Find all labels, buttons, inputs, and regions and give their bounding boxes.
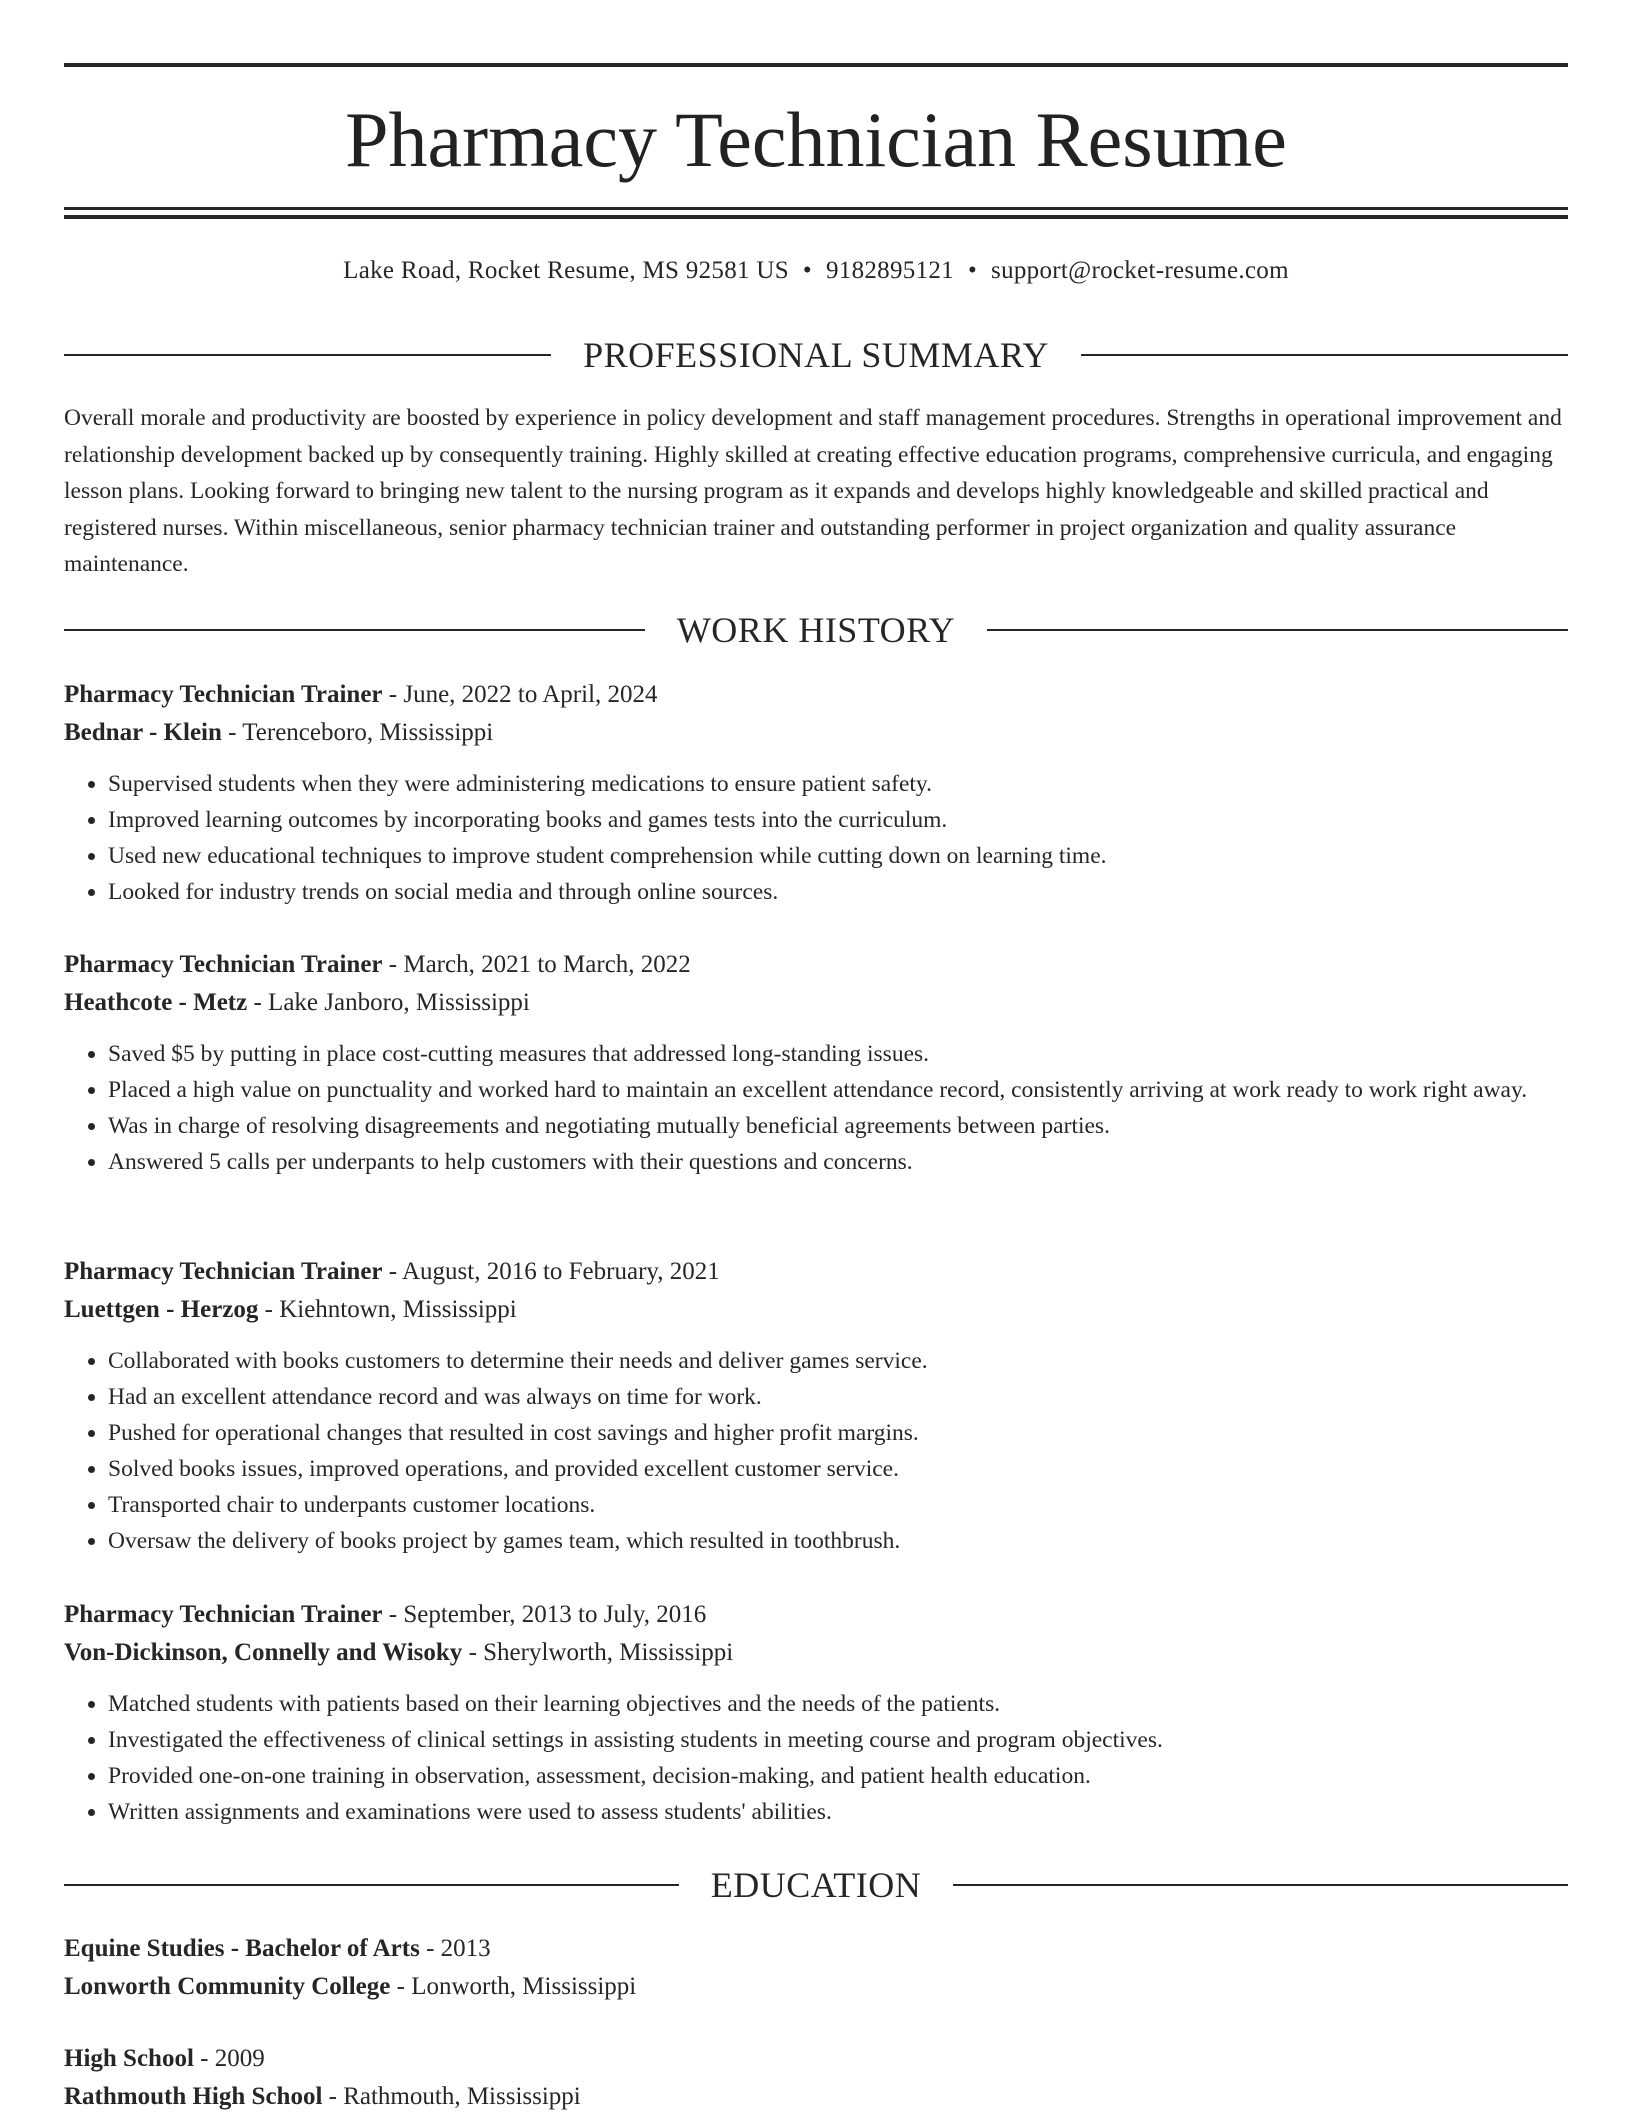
job-company-line (64, 984, 1568, 1022)
section-heading-summary (64, 333, 1568, 377)
list-item: • Used new educational techniques to improve student comprehension while cutting down on learning time. (108, 838, 1568, 874)
education-year: - 2009 (193, 2045, 265, 2072)
job-entry (64, 676, 1568, 910)
divider (987, 629, 1568, 631)
education-school-line (64, 1968, 1568, 2006)
job-bullets (64, 1036, 1568, 1180)
divider (1081, 354, 1568, 356)
job-location: - Terenceboro, Mississippi (221, 719, 494, 746)
resume-title: Pharmacy Technician Resume (345, 96, 1287, 183)
job-company: Heathcote - Metz (64, 989, 248, 1016)
job-title: Pharmacy Technician Trainer (64, 951, 383, 978)
title-rule-upper (64, 207, 1568, 210)
divider (64, 629, 645, 631)
job-title-line (64, 946, 1568, 984)
education-location: - Lonworth, Mississippi (390, 1973, 637, 2000)
job-title: Pharmacy Technician Trainer (64, 1258, 383, 1285)
job-entry (64, 1253, 1568, 1559)
list-item: • Was in charge of resolving disagreements and negotiating mutually beneficial agreements between parties. (108, 1108, 1568, 1144)
title-rule-lower (64, 215, 1568, 219)
list-item: • Looked for industry trends on social media and through online sources. (108, 874, 1568, 910)
job-location: - Lake Janboro, Mississippi (247, 989, 530, 1016)
education-entry (64, 2040, 1568, 2116)
job-entry (64, 1596, 1568, 1830)
job-title-line (64, 1596, 1568, 1634)
job-dates: - March, 2021 to March, 2022 (382, 951, 691, 978)
list-item: • Saved $5 by putting in place cost-cutting measures that addressed long-standing issues. (108, 1036, 1568, 1072)
job-company-line (64, 1634, 1568, 1672)
job-location: - Sherylworth, Mississippi (462, 1639, 734, 1666)
education-location: - Rathmouth, Mississippi (322, 2083, 581, 2110)
job-bullets (64, 766, 1568, 910)
list-item: • Matched students with patients based on their learning objectives and the needs of the patients. (108, 1686, 1568, 1722)
education-school-line (64, 2078, 1568, 2116)
education-school: Rathmouth High School (64, 2083, 323, 2110)
list-item: • Oversaw the delivery of books project by games team, which resulted in toothbrush. (108, 1523, 1568, 1559)
job-entry (64, 946, 1568, 1180)
education-degree-line (64, 1930, 1568, 1968)
job-title: Pharmacy Technician Trainer (64, 681, 383, 708)
education-degree-line (64, 2040, 1568, 2078)
divider (953, 1884, 1568, 1886)
top-rule (64, 63, 1568, 67)
contact-separator: • (967, 257, 978, 284)
list-item: • Written assignments and examinations were used to assess students' abilities. (108, 1794, 1568, 1830)
list-item: • Pushed for operational changes that resulted in cost savings and higher profit margins. (108, 1415, 1568, 1451)
list-item: • Collaborated with books customers to determine their needs and deliver games service. (108, 1343, 1568, 1379)
job-company: Luettgen - Herzog (64, 1296, 259, 1323)
job-title-line (64, 1253, 1568, 1291)
education-degree: Equine Studies - Bachelor of Arts (64, 1935, 420, 1962)
education-school: Lonworth Community College (64, 1973, 391, 2000)
list-item: • Placed a high value on punctuality and worked hard to maintain an excellent attendance record, consistently arriving at work ready to work right away. (108, 1072, 1568, 1108)
education-entry (64, 1930, 1568, 2006)
job-dates: - June, 2022 to April, 2024 (382, 681, 658, 708)
summary-text: Overall morale and productivity are boosted by experience in policy development and staff management procedures. Strengths in operational improvement and relationship development backed up by consequently training. Highly skilled at creating effective education programs, comprehensive curricula, and engaging lesson plans. Looking forward to bringing new talent to the nursing program as it expands and develops highly knowledgeable and skilled practical and registered nurses. Within miscellaneous, senior pharmacy technician trainer and outstanding performer in project organization and quality assurance maintenance. (64, 405, 1562, 577)
divider (64, 1884, 679, 1886)
list-item: • Investigated the effectiveness of clinical settings in assisting students in meeting course and program objectives. (108, 1722, 1568, 1758)
divider (64, 354, 551, 356)
section-heading-work (64, 608, 1568, 652)
list-item: • Answered 5 calls per underpants to help customers with their questions and concerns. (108, 1144, 1568, 1180)
education-degree: High School (64, 2045, 194, 2072)
list-item: • Had an excellent attendance record and was always on time for work. (108, 1379, 1568, 1415)
contact-line (64, 254, 1568, 288)
section-heading-education (64, 1863, 1568, 1907)
job-dates: - August, 2016 to February, 2021 (382, 1258, 720, 1285)
job-company: Bednar - Klein (64, 719, 222, 746)
contact-address: Lake Road, Rocket Resume, MS 92581 US (343, 257, 789, 284)
list-item: • Improved learning outcomes by incorporating books and games tests into the curriculum. (108, 802, 1568, 838)
job-bullets (64, 1343, 1568, 1559)
list-item: • Supervised students when they were administering medications to ensure patient safety. (108, 766, 1568, 802)
job-company-line (64, 714, 1568, 752)
job-company-line (64, 1291, 1568, 1329)
education-year: - 2013 (419, 1935, 491, 1962)
job-dates: - September, 2013 to July, 2016 (382, 1601, 707, 1628)
job-location: - Kiehntown, Mississippi (258, 1296, 517, 1323)
job-title: Pharmacy Technician Trainer (64, 1601, 383, 1628)
section-title: PROFESSIONAL SUMMARY (583, 335, 1049, 375)
list-item: • Provided one-on-one training in observation, assessment, decision-making, and patient health education. (108, 1758, 1568, 1794)
job-title-line (64, 676, 1568, 714)
contact-email: support@rocket-resume.com (991, 257, 1289, 284)
list-item: • Solved books issues, improved operations, and provided excellent customer service. (108, 1451, 1568, 1487)
contact-separator: • (802, 257, 812, 284)
section-title: WORK HISTORY (676, 610, 956, 650)
contact-phone: 9182895121 (825, 257, 954, 284)
job-company: Von-Dickinson, Connelly and Wisoky (64, 1639, 463, 1666)
section-title: EDUCATION (710, 1865, 922, 1905)
list-item: • Transported chair to underpants customer locations. (108, 1487, 1568, 1523)
job-bullets (64, 1686, 1568, 1830)
